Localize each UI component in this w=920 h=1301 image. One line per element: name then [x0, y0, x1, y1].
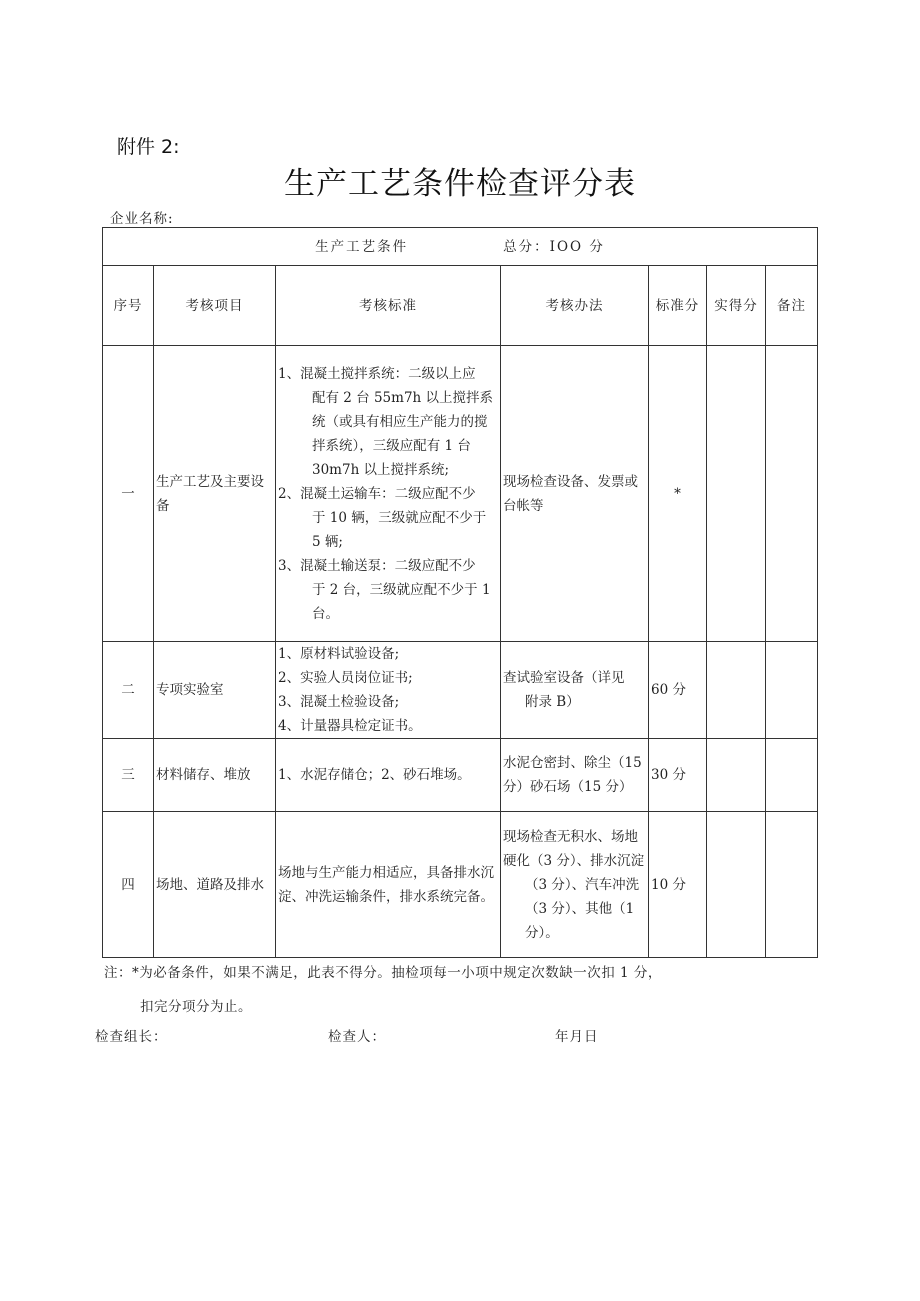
row-standard — [276, 642, 501, 739]
header-seq: 序号 — [103, 266, 154, 346]
row-score: 10 分 — [649, 812, 707, 958]
header-standard: 考核标准 — [276, 266, 501, 346]
clause-continuation: 配有 2 台 55m7h 以上搅拌系统（或具有相应生产能力的搅拌系统），三级应配有 1 台 30m7h 以上搅拌系统; — [312, 389, 494, 478]
note-line-2: 扣完分项分为止。 — [140, 999, 252, 1015]
row-remark[interactable] — [766, 739, 818, 812]
date-label: 年月日 — [555, 1029, 599, 1045]
row-standard: 1、水泥存储仓；2、砂石堆场。 — [276, 739, 501, 812]
note-line-1: 注：*为必备条件，如果不满足，此表不得分。抽检项每一小项中规定次数缺一次扣 1 分， — [104, 965, 662, 981]
standard-line: 2、实验人员岗位证书; — [278, 670, 413, 686]
header-item: 考核项目 — [154, 266, 276, 346]
row-actual[interactable] — [707, 739, 766, 812]
score-table — [102, 227, 818, 958]
table-header-row — [103, 266, 818, 346]
table-row — [103, 346, 818, 642]
standard-line: 1、原材料试验设备; — [278, 646, 400, 662]
clause-text: 混凝土搅拌系统：二级以上应 — [300, 365, 476, 382]
standard-clause — [278, 554, 498, 626]
row-seq: 四 — [103, 812, 154, 958]
header-method: 考核办法 — [501, 266, 649, 346]
row-method — [501, 812, 649, 958]
row-score: * — [649, 346, 707, 642]
row-remark[interactable] — [766, 812, 818, 958]
header-actual: 实得分 — [707, 266, 766, 346]
row-actual[interactable] — [707, 642, 766, 739]
row-item: 材料储存、堆放 — [154, 739, 276, 812]
table-row — [103, 642, 818, 739]
table-row — [103, 739, 818, 812]
standard-clause — [278, 362, 498, 482]
standard-line: 4、计量器具检定证书。 — [278, 718, 422, 734]
method-text: 现场检查无积水、场地硬化（3 分）、排水沉淀 — [503, 828, 645, 869]
table-title-cell — [103, 228, 818, 266]
row-remark[interactable] — [766, 346, 818, 642]
method-continuation: 附录 B） — [525, 694, 580, 710]
row-score: 60 分 — [649, 642, 707, 739]
row-actual[interactable] — [707, 346, 766, 642]
row-actual[interactable] — [707, 812, 766, 958]
row-method: 水泥仓密封、除尘（15 分）砂石场（15 分） — [501, 739, 649, 812]
clause-number: 1、 — [278, 365, 301, 382]
clause-number: 2、 — [278, 485, 301, 502]
row-remark[interactable] — [766, 642, 818, 739]
row-score: 30 分 — [649, 739, 707, 812]
clause-continuation: 于 2 台，三级就应配不少于 1 台。 — [312, 581, 491, 622]
section-title: 生产工艺条件 — [315, 238, 409, 255]
row-method — [501, 642, 649, 739]
clause-text: 混凝土输送泵：二级应配不少 — [300, 557, 476, 574]
standard-line: 3、混凝土检验设备; — [278, 694, 400, 710]
row-seq: 二 — [103, 642, 154, 739]
clause-text: 混凝土运输车：二级应配不少 — [300, 485, 476, 502]
page-title: 生产工艺条件检查评分表 — [284, 166, 636, 202]
row-standard: 场地与生产能力相适应，具备排水沉淀、冲洗运输条件，排水系统完备。 — [276, 812, 501, 958]
method-text: 查试验室设备（详见 — [503, 670, 625, 686]
row-item: 生产工艺及主要设备 — [154, 346, 276, 642]
row-standard — [276, 346, 501, 642]
row-method: 现场检查设备、发票或台帐等 — [501, 346, 649, 642]
row-item: 场地、道路及排水 — [154, 812, 276, 958]
header-remark: 备注 — [766, 266, 818, 346]
attachment-label: 附件 2: — [117, 136, 180, 158]
inspector-label: 检查人： — [328, 1029, 386, 1045]
clause-number: 3、 — [278, 557, 301, 574]
company-name-label: 企业名称: — [110, 211, 174, 227]
total-score: 总分：IOO 分 — [503, 238, 605, 255]
method-continuation: （3 分）、汽车冲洗（3 分）、其他（1 分）。 — [525, 876, 640, 941]
row-seq: 三 — [103, 739, 154, 812]
table-row — [103, 812, 818, 958]
header-score: 标准分 — [649, 266, 707, 346]
standard-clause — [278, 482, 498, 554]
table-title-row — [103, 228, 818, 266]
clause-continuation: 于 10 辆，三级就应配不少于 5 辆; — [312, 509, 487, 550]
inspection-leader-label: 检查组长： — [95, 1029, 168, 1045]
row-seq: 一 — [103, 346, 154, 642]
row-item: 专项实验室 — [154, 642, 276, 739]
